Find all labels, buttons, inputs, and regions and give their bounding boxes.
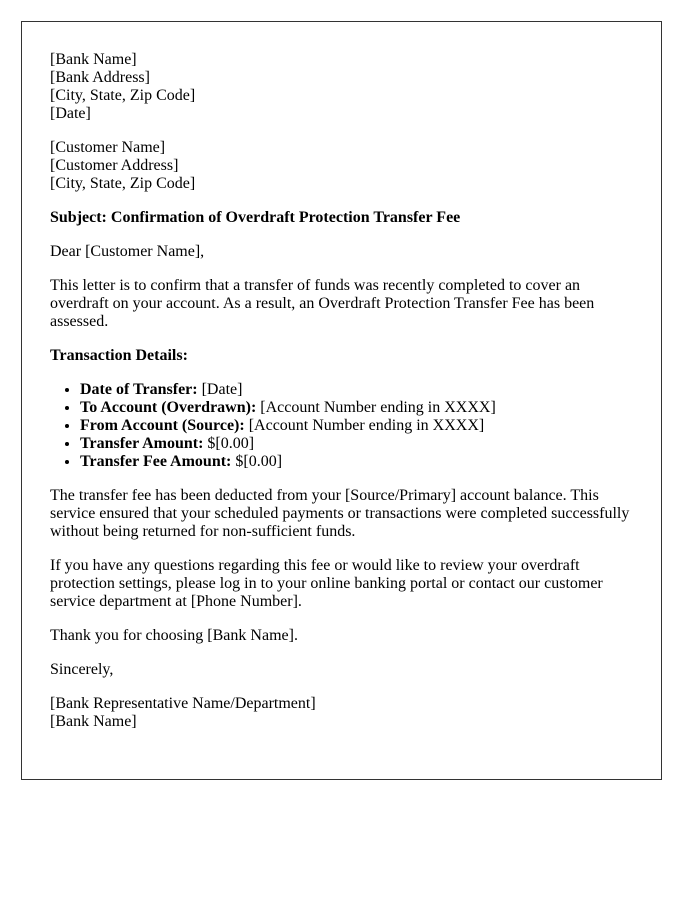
closing-line: Sincerely, xyxy=(50,661,114,678)
detail-value: [Account Number ending in XXXX] xyxy=(248,417,485,434)
bank-address-line: [Bank Address] xyxy=(50,69,150,86)
date-line: [Date] xyxy=(50,105,91,122)
detail-item-transfer-amount xyxy=(80,435,633,453)
customer-name-line: [Customer Name] xyxy=(50,139,166,156)
bank-address-block xyxy=(50,51,633,123)
bank-name-line: [Bank Name] xyxy=(50,51,137,68)
signature-representative-line: [Bank Representative Name/Department] xyxy=(50,695,316,712)
subject-line: Subject: Confirmation of Overdraft Protection Transfer Fee xyxy=(50,209,461,226)
intro-paragraph: This letter is to confirm that a transfer of funds was recently completed to cover an overdraft on your account. As a result, an Overdraft Protection Transfer Fee has been assessed. xyxy=(50,277,595,330)
detail-item-transfer-fee-amount xyxy=(80,453,633,471)
thanks-paragraph: Thank you for choosing [Bank Name]. xyxy=(50,627,298,644)
signature-block xyxy=(50,695,633,731)
detail-value: $[0.00] xyxy=(235,453,283,470)
detail-label: Date of Transfer: xyxy=(80,381,198,398)
bank-city-state-zip-line: [City, State, Zip Code] xyxy=(50,87,196,104)
customer-address-block xyxy=(50,139,633,193)
customer-address-line: [Customer Address] xyxy=(50,157,179,174)
letter-body xyxy=(21,21,662,780)
detail-item-from-account xyxy=(80,417,633,435)
detail-label: Transfer Amount: xyxy=(80,435,204,452)
detail-value: [Account Number ending in XXXX] xyxy=(260,399,496,416)
questions-paragraph: If you have any questions regarding this fee or would like to review your overdraft protection settings, please log in to your online banking portal or contact our customer service department at [Phone Number]. xyxy=(50,557,603,610)
transaction-details-list xyxy=(50,381,633,471)
salutation: Dear [Customer Name], xyxy=(50,243,205,260)
detail-item-to-account xyxy=(80,399,633,417)
detail-label: From Account (Source): xyxy=(80,417,245,434)
detail-label: Transfer Fee Amount: xyxy=(80,453,232,470)
detail-item-date-of-transfer xyxy=(80,381,633,399)
detail-value: $[0.00] xyxy=(207,435,255,452)
signature-bank-name-line: [Bank Name] xyxy=(50,713,137,730)
customer-city-state-zip-line: [City, State, Zip Code] xyxy=(50,175,196,192)
detail-label: To Account (Overdrawn): xyxy=(80,399,257,416)
detail-value: [Date] xyxy=(201,381,243,398)
transaction-details-heading: Transaction Details: xyxy=(50,347,188,364)
fee-deduction-paragraph: The transfer fee has been deducted from your [Source/Primary] account balance. This service ensured that your scheduled payments or transactions were completed successfully without being returned for non-sufficient funds. xyxy=(50,487,630,540)
